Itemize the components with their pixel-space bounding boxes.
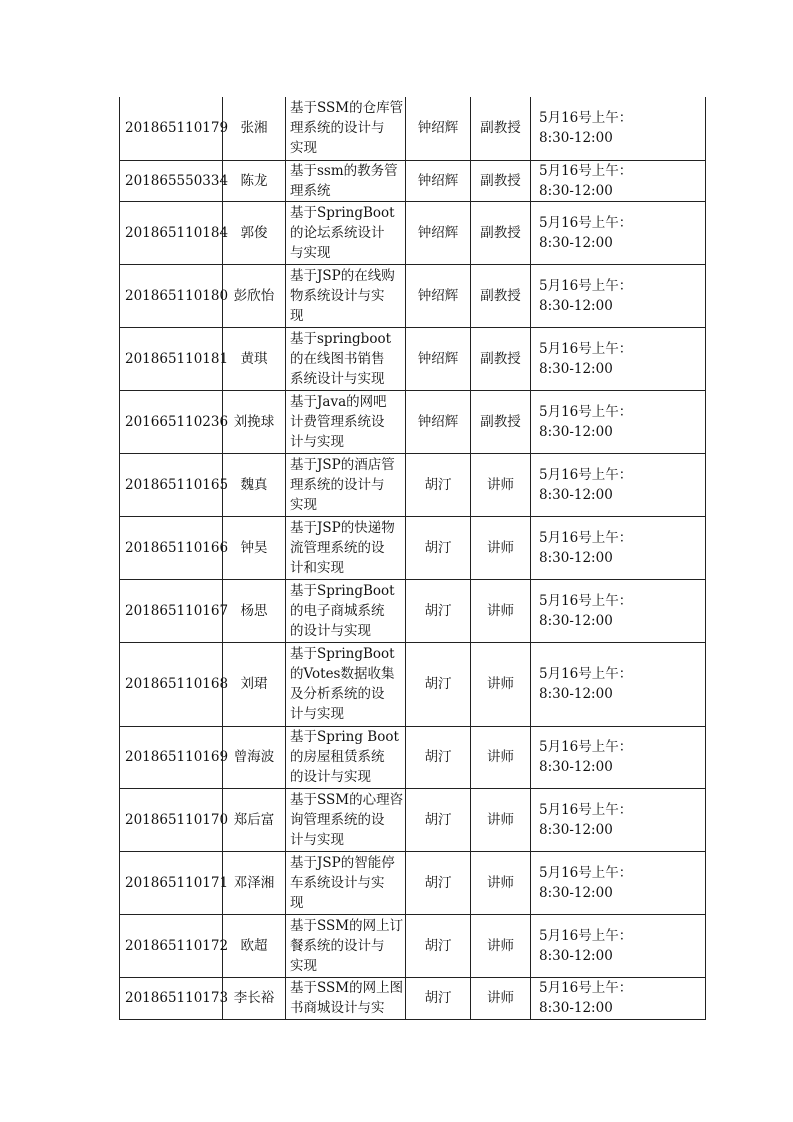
defense-time-cell: [531, 977, 706, 1019]
thesis-topic-line: 基于Spring Boot: [290, 729, 399, 745]
student-id-cell: [120, 579, 229, 642]
student-name: 刘珺: [240, 676, 268, 692]
defense-time-line: 5月16号上午：: [539, 403, 633, 420]
thesis-topic-line: 基于JSP的在线购: [290, 267, 395, 284]
advisor-name: 胡汀: [424, 749, 452, 765]
table-row: [120, 579, 706, 642]
defense-time-line: 8:30-12:00: [539, 612, 613, 629]
thesis-topic-line: 物系统设计与实: [290, 287, 385, 304]
table-row: [120, 327, 706, 390]
student-id-cell: [120, 390, 229, 453]
defense-time-cell: [531, 642, 706, 726]
student-id-cell: [120, 453, 229, 516]
student-id-cell: [120, 327, 229, 390]
table-row: [120, 160, 706, 201]
table-row: [120, 642, 706, 726]
advisor-cell: [406, 390, 471, 453]
student-name-cell: [223, 579, 286, 642]
student-id: 201865110180: [125, 287, 229, 304]
defense-time-line: 8:30-12:00: [539, 130, 613, 147]
thesis-topic-line: 理系统的设计与: [290, 476, 385, 493]
student-name: 曾海波: [233, 749, 275, 765]
thesis-topic-line: 车系统设计与实: [290, 874, 385, 891]
advisor-name: 胡汀: [424, 811, 452, 828]
thesis-topic-cell: [286, 642, 406, 726]
defense-time-line: 5月16号上午：: [539, 666, 633, 682]
defense-time-line: 5月16号上午：: [539, 466, 633, 483]
thesis-topic-line: 计与实现: [290, 433, 344, 450]
student-id: 201865110169: [125, 749, 229, 765]
thesis-topic-line: 现: [290, 307, 304, 324]
student-id: 201865110168: [125, 676, 229, 692]
student-name-cell: [223, 788, 286, 851]
thesis-topic-line: 基于JSP的酒店管: [290, 456, 395, 473]
thesis-topic-line: 的在线图书销售: [290, 350, 385, 367]
thesis-topic-line: 及分析系统的设: [290, 686, 385, 702]
thesis-topic-line: 流管理系统的设: [290, 539, 385, 556]
thesis-topic-line: 实现: [290, 496, 317, 513]
student-id-cell: [120, 726, 229, 788]
table-body: [120, 97, 706, 1019]
advisor-cell: [406, 97, 471, 160]
student-name-cell: [223, 327, 286, 390]
thesis-topic-line: 书商城设计与实: [290, 1000, 385, 1016]
student-id: 201865110170: [125, 811, 229, 828]
thesis-topic-cell: [286, 977, 406, 1019]
thesis-topic-line: 的论坛系统设计: [290, 224, 385, 241]
defense-time-line: 8:30-12:00: [539, 821, 613, 838]
advisor-cell: [406, 579, 471, 642]
defense-time-cell: [531, 264, 706, 327]
advisor-cell: [406, 851, 471, 914]
student-id: 201865110184: [125, 224, 229, 241]
thesis-topic-line: 实现: [290, 140, 317, 157]
student-name-cell: [223, 726, 286, 788]
advisor-title-cell: [471, 788, 531, 851]
thesis-topic-line: 基于SSM的心理咨: [290, 791, 404, 808]
student-id-cell: [120, 516, 229, 579]
advisor-title: 讲师: [487, 874, 514, 891]
advisor-title-cell: [471, 579, 531, 642]
defense-time-cell: [531, 579, 706, 642]
defense-time-line: 5月16号上午：: [539, 801, 633, 818]
thesis-topic-line: 基于SSM的网上订: [290, 917, 404, 934]
table-row: [120, 788, 706, 851]
advisor-title-cell: [471, 977, 531, 1019]
student-name: 欧超: [240, 937, 268, 954]
student-name: 郑后富: [233, 811, 275, 828]
advisor-cell: [406, 914, 471, 977]
student-name-cell: [223, 453, 286, 516]
thesis-topic-line: 计和实现: [290, 559, 344, 576]
advisor-name: 钟绍辉: [417, 120, 459, 137]
advisor-title-cell: [471, 516, 531, 579]
advisor-title-cell: [471, 726, 531, 788]
advisor-cell: [406, 327, 471, 390]
advisor-title-cell: [471, 264, 531, 327]
student-id: 201865110171: [125, 874, 229, 891]
advisor-title-cell: [471, 390, 531, 453]
student-name-cell: [223, 914, 286, 977]
student-name-cell: [223, 97, 286, 160]
advisor-name: 钟绍辉: [417, 287, 459, 304]
thesis-topic-cell: [286, 579, 406, 642]
student-name-cell: [223, 264, 286, 327]
advisor-cell: [406, 726, 471, 788]
advisor-cell: [406, 516, 471, 579]
thesis-topic-cell: [286, 516, 406, 579]
thesis-topic-cell: [286, 726, 406, 788]
advisor-name: 胡汀: [424, 602, 452, 619]
thesis-topic-line: 的房屋租赁系统: [290, 749, 385, 765]
student-id-cell: [120, 788, 229, 851]
defense-time-line: 8:30-12:00: [539, 686, 613, 702]
table-row: [120, 851, 706, 914]
thesis-topic-line: 的设计与实现: [290, 622, 371, 639]
thesis-topic-cell: [286, 788, 406, 851]
advisor-title: 副教授: [480, 413, 521, 430]
student-id-cell: [120, 264, 229, 327]
advisor-title: 副教授: [480, 224, 521, 241]
student-id: 201865110179: [125, 120, 229, 137]
thesis-topic-line: 询管理系统的设: [290, 811, 385, 828]
thesis-topic-cell: [286, 851, 406, 914]
thesis-topic-line: 餐系统的设计与: [290, 937, 385, 954]
thesis-topic-line: 基于JSP的快递物: [290, 519, 395, 536]
advisor-name: 钟绍辉: [417, 224, 459, 241]
defense-time-line: 5月16号上午：: [539, 110, 633, 127]
advisor-title-cell: [471, 160, 531, 201]
thesis-topic-line: 理系统的设计与: [290, 120, 385, 137]
defense-time-cell: [531, 390, 706, 453]
thesis-topic-line: 基于ssm的教务管: [290, 162, 398, 179]
student-id-cell: [120, 201, 229, 264]
defense-time-cell: [531, 914, 706, 977]
advisor-name: 胡汀: [424, 476, 452, 493]
defense-time-line: 5月16号上午：: [539, 592, 633, 609]
defense-time-line: 5月16号上午：: [539, 739, 633, 755]
student-name-cell: [223, 977, 286, 1019]
student-name: 彭欣怡: [233, 287, 275, 304]
defense-time-line: 5月16号上午：: [539, 529, 633, 546]
advisor-name: 钟绍辉: [417, 350, 459, 367]
thesis-topic-cell: [286, 390, 406, 453]
student-id-cell: [120, 977, 229, 1019]
student-name: 魏真: [240, 476, 268, 493]
thesis-topic-line: 基于SpringBoot: [290, 204, 395, 221]
student-name: 刘挽球: [233, 413, 275, 430]
advisor-title-cell: [471, 642, 531, 726]
table-row: [120, 516, 706, 579]
thesis-topic-line: 的Votes数据收集: [290, 666, 395, 682]
student-id-cell: [120, 914, 229, 977]
advisor-title-cell: [471, 327, 531, 390]
student-id: 201865110181: [125, 350, 229, 367]
defense-time-line: 8:30-12:00: [539, 423, 613, 440]
advisor-title: 副教授: [480, 120, 521, 137]
student-name: 张湘: [240, 120, 268, 137]
thesis-topic-line: 基于SSM的仓库管: [290, 100, 404, 117]
advisor-name: 钟绍辉: [417, 413, 459, 430]
student-name: 钟昊: [240, 539, 268, 556]
advisor-cell: [406, 977, 471, 1019]
advisor-cell: [406, 788, 471, 851]
student-id-cell: [120, 97, 229, 160]
student-name-cell: [223, 201, 286, 264]
student-name-cell: [223, 642, 286, 726]
thesis-topic-line: 与实现: [290, 244, 331, 261]
defense-time-cell: [531, 726, 706, 788]
thesis-topic-cell: [286, 453, 406, 516]
table-row: [120, 977, 706, 1019]
student-id: 201865110172: [125, 937, 229, 954]
advisor-name: 胡汀: [424, 874, 452, 891]
advisor-title: 讲师: [487, 749, 514, 765]
advisor-title: 讲师: [487, 811, 514, 828]
student-id-cell: [120, 160, 229, 201]
student-id: 201865550334: [125, 172, 229, 189]
student-id-cell: [120, 642, 229, 726]
advisor-cell: [406, 201, 471, 264]
advisor-title: 讲师: [487, 990, 514, 1006]
advisor-title: 副教授: [480, 287, 521, 304]
defense-time-cell: [531, 160, 706, 201]
student-name: 杨思: [240, 602, 268, 619]
thesis-topic-line: 的电子商城系统: [290, 602, 385, 619]
thesis-topic-cell: [286, 160, 406, 201]
advisor-cell: [406, 160, 471, 201]
defense-schedule-table: [119, 97, 706, 1020]
advisor-cell: [406, 453, 471, 516]
student-name: 郭俊: [240, 224, 268, 241]
student-name: 黄琪: [240, 350, 268, 367]
defense-time-cell: [531, 851, 706, 914]
thesis-topic-line: 计费管理系统设: [290, 413, 385, 430]
table-row: [120, 97, 706, 160]
advisor-name: 胡汀: [424, 539, 452, 556]
advisor-title-cell: [471, 453, 531, 516]
defense-time-cell: [531, 201, 706, 264]
defense-time-line: 8:30-12:00: [539, 1000, 613, 1016]
advisor-name: 胡汀: [424, 676, 452, 692]
advisor-title: 讲师: [487, 476, 514, 493]
defense-time-line: 5月16号上午：: [539, 277, 633, 294]
thesis-topic-cell: [286, 201, 406, 264]
student-id: 201865110165: [125, 476, 229, 493]
defense-time-cell: [531, 327, 706, 390]
advisor-title: 副教授: [480, 172, 521, 189]
advisor-title: 讲师: [487, 602, 514, 619]
defense-time-line: 8:30-12:00: [539, 297, 613, 314]
student-name-cell: [223, 516, 286, 579]
student-id-cell: [120, 851, 229, 914]
student-id: 201665110236: [125, 413, 229, 430]
advisor-name: 胡汀: [424, 937, 452, 954]
student-id: 201865110167: [125, 602, 229, 619]
thesis-topic-line: 计与实现: [290, 831, 344, 848]
student-name: 李长裕: [233, 990, 275, 1006]
defense-time-line: 5月16号上午：: [539, 340, 633, 357]
student-name-cell: [223, 160, 286, 201]
defense-time-line: 5月16号上午：: [539, 214, 633, 231]
advisor-title-cell: [471, 914, 531, 977]
advisor-title: 讲师: [487, 937, 514, 954]
student-name: 邓泽湘: [233, 874, 275, 891]
thesis-topic-line: 理系统: [290, 182, 331, 199]
advisor-title-cell: [471, 97, 531, 160]
thesis-topic-line: 基于SpringBoot: [290, 582, 395, 599]
student-name-cell: [223, 851, 286, 914]
defense-time-line: 8:30-12:00: [539, 884, 613, 901]
defense-time-cell: [531, 516, 706, 579]
advisor-title: 副教授: [480, 350, 521, 367]
advisor-title-cell: [471, 851, 531, 914]
defense-time-line: 5月16号上午：: [539, 864, 633, 881]
defense-time-line: 8:30-12:00: [539, 234, 613, 251]
table-row: [120, 201, 706, 264]
thesis-topic-line: 计与实现: [290, 706, 344, 722]
table-row: [120, 914, 706, 977]
table-row: [120, 264, 706, 327]
thesis-topic-line: 基于Java的网吧: [290, 393, 387, 410]
defense-time-line: 8:30-12:00: [539, 360, 613, 377]
advisor-title: 讲师: [487, 539, 514, 556]
thesis-topic-line: 基于SSM的网上图: [290, 980, 404, 996]
defense-time-line: 5月16号上午：: [539, 927, 633, 944]
thesis-topic-cell: [286, 327, 406, 390]
defense-time-cell: [531, 788, 706, 851]
advisor-cell: [406, 642, 471, 726]
advisor-cell: [406, 264, 471, 327]
defense-time-cell: [531, 453, 706, 516]
defense-time-line: 8:30-12:00: [539, 182, 613, 199]
thesis-topic-line: 基于SpringBoot: [290, 646, 395, 662]
thesis-topic-cell: [286, 914, 406, 977]
defense-time-line: 8:30-12:00: [539, 486, 613, 503]
student-name: 陈龙: [240, 172, 268, 189]
thesis-topic-line: 系统设计与实现: [290, 370, 385, 387]
thesis-topic-line: 基于JSP的智能停: [290, 854, 395, 871]
thesis-topic-cell: [286, 264, 406, 327]
advisor-title: 讲师: [487, 676, 514, 692]
advisor-name: 胡汀: [424, 990, 452, 1006]
thesis-topic-line: 基于springboot: [290, 330, 391, 347]
thesis-topic-cell: [286, 97, 406, 160]
advisor-title-cell: [471, 201, 531, 264]
defense-time-line: 5月16号上午：: [539, 162, 633, 179]
defense-time-line: 8:30-12:00: [539, 549, 613, 566]
advisor-name: 钟绍辉: [417, 172, 459, 189]
student-id: 201865110166: [125, 539, 229, 556]
defense-time-line: 8:30-12:00: [539, 947, 613, 964]
thesis-topic-line: 现: [290, 894, 304, 911]
student-id: 201865110173: [125, 990, 229, 1006]
defense-time-cell: [531, 97, 706, 160]
table-row: [120, 453, 706, 516]
table-row: [120, 726, 706, 788]
thesis-topic-line: 的设计与实现: [290, 769, 371, 785]
defense-time-line: 5月16号上午：: [539, 980, 633, 996]
student-name-cell: [223, 390, 286, 453]
defense-time-line: 8:30-12:00: [539, 759, 613, 775]
table-row: [120, 390, 706, 453]
thesis-topic-line: 实现: [290, 957, 317, 974]
